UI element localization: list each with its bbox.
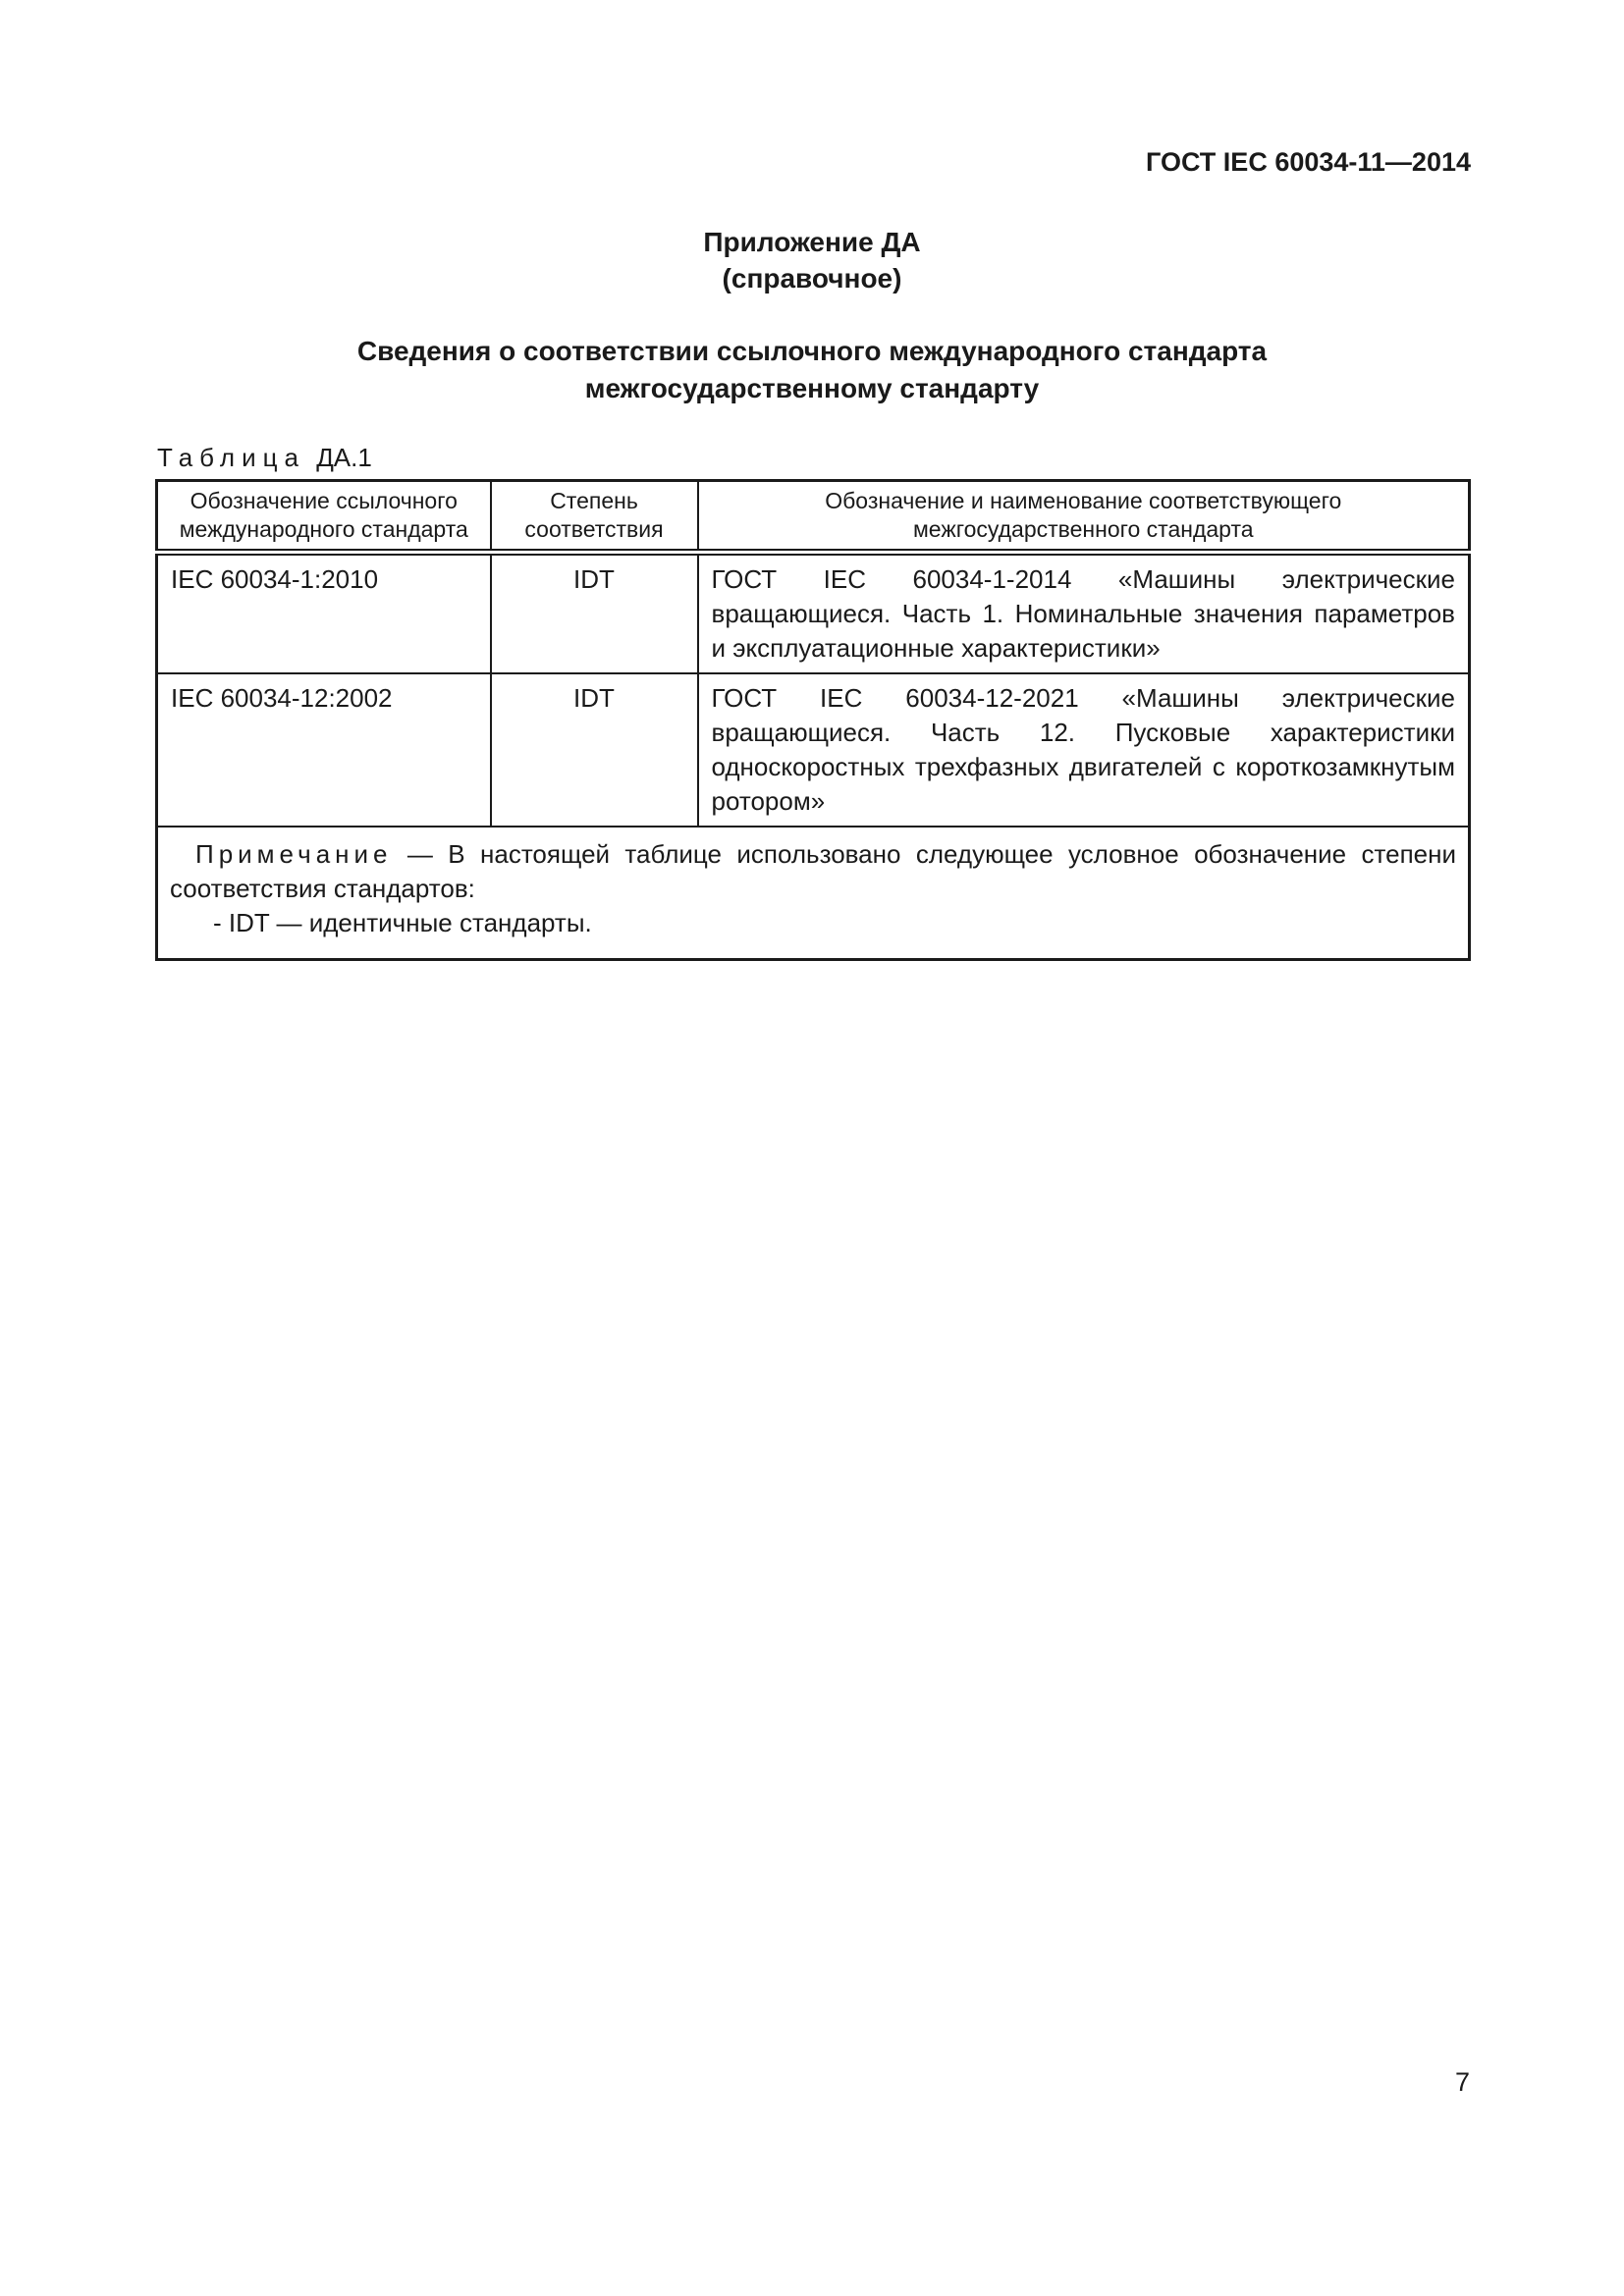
table-note-cell bbox=[157, 827, 1470, 960]
table-caption-number: ДА.1 bbox=[316, 443, 372, 472]
standard-code-header: ГОСТ IEC 60034-11—2014 bbox=[1146, 147, 1471, 177]
table-caption-word: Таблица bbox=[157, 443, 305, 472]
table-row bbox=[157, 553, 1470, 674]
note-paragraph bbox=[170, 837, 1456, 906]
table-caption bbox=[157, 443, 372, 473]
correspondence-table bbox=[155, 479, 1471, 961]
appendix-title-line1: Сведения о соответствии ссылочного международного стандарта bbox=[356, 336, 1268, 366]
cell-interstate-standard: ГОСТ IEC 60034-1-2014 «Машины электрические вращающиеся. Часть 1. Номинальные значения параметров и эксплуатационные характеристики» bbox=[698, 553, 1470, 674]
appendix-name: Приложение ДА bbox=[703, 227, 921, 257]
cell-degree: IDT bbox=[491, 673, 698, 827]
page-number: 7 bbox=[1454, 2067, 1470, 2097]
note-text: — В настоящей таблице использовано следующее условное обозначение степени соответствия стандартов: bbox=[170, 839, 1456, 903]
cell-interstate-standard: ГОСТ IEC 60034-12-2021 «Машины электрические вращающиеся. Часть 12. Пусковые характеристики односкоростных трехфазных двигателей с короткозамкнутым ротором» bbox=[698, 673, 1470, 827]
table-body bbox=[157, 553, 1470, 960]
cell-reference-standard: IEC 60034-1:2010 bbox=[157, 553, 491, 674]
note-label: Примечание bbox=[195, 839, 393, 869]
column-header-reference-standard: Обозначение ссылочного международного стандарта bbox=[157, 481, 491, 553]
table-note-row bbox=[157, 827, 1470, 960]
column-header-degree: Степень соответствия bbox=[491, 481, 698, 553]
cell-degree: IDT bbox=[491, 553, 698, 674]
table-header-row bbox=[157, 481, 1470, 553]
appendix-title bbox=[0, 333, 1624, 407]
table-row bbox=[157, 673, 1470, 827]
appendix-type: (справочное) bbox=[722, 263, 902, 294]
appendix-title-line2: межгосударственному стандарту bbox=[584, 373, 1040, 403]
column-header-interstate-standard: Обозначение и наименование соответствующего межгосударственного стандарта bbox=[698, 481, 1470, 553]
cell-reference-standard: IEC 60034-12:2002 bbox=[157, 673, 491, 827]
appendix-heading bbox=[0, 224, 1624, 296]
table-header bbox=[157, 481, 1470, 553]
note-item-idt: - IDT — идентичные стандарты. bbox=[213, 908, 592, 937]
